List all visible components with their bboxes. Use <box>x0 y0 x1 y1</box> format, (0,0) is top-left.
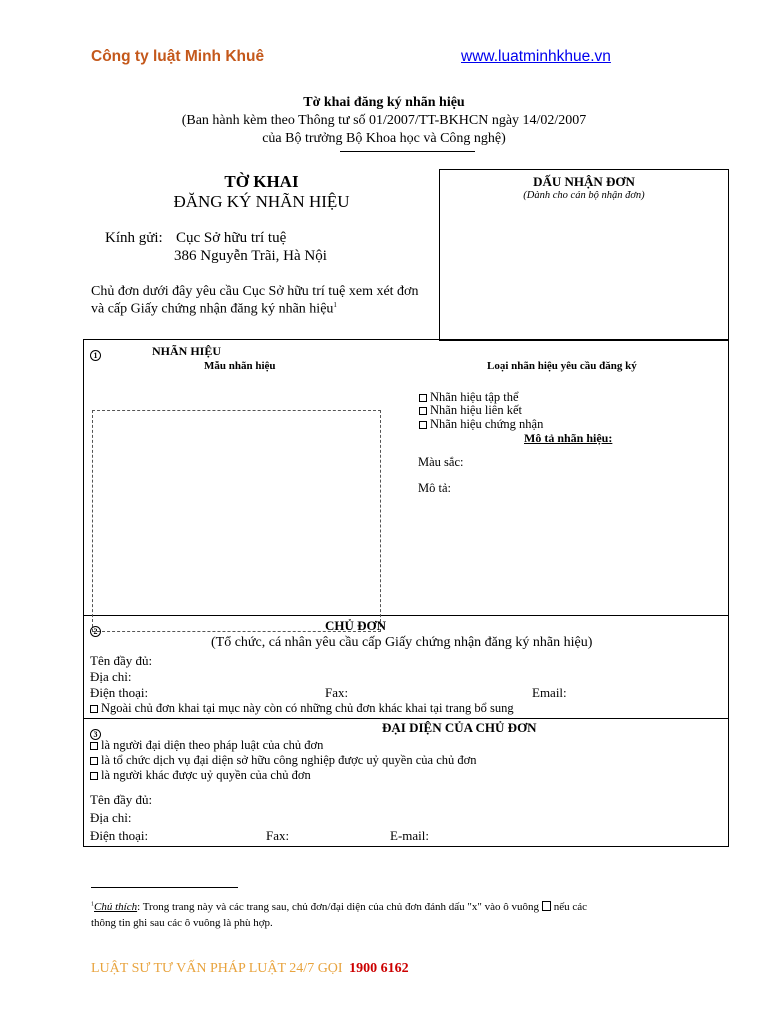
hotline-banner <box>91 961 409 977</box>
checkbox-icon[interactable] <box>419 394 427 402</box>
document-title: Tờ khai đăng ký nhãn hiệu <box>303 95 465 110</box>
request-text-line1: Chủ đơn dưới đây yêu cầu Cục Sở hữu trí tuệ xem xét đơn <box>91 284 419 299</box>
footnote-line2: thông tin ghi sau các ô vuông là phù hợp. <box>91 917 273 929</box>
section2-title: CHỦ ĐƠN <box>325 618 387 633</box>
issued-by-line1: (Ban hành kèm theo Thông tư số 01/2007/TT-BKHCN ngày 14/02/2007 <box>181 113 587 128</box>
checkbox-icon[interactable] <box>419 421 427 429</box>
rep-address-label: Địa chỉ: <box>90 810 132 825</box>
recipient-name: Cục Sở hữu trí tuệ <box>176 230 287 246</box>
rep-ip-service-option[interactable]: là tổ chức dịch vụ đại diện sở hữu công nghiệp được uỷ quyền của chủ đơn <box>90 753 476 767</box>
rep-phone-label: Điện thoại: <box>90 828 149 843</box>
stamp-note: (Dành cho cán bộ nhận đơn) <box>523 190 645 201</box>
rep-email-label: E-mail: <box>390 828 429 843</box>
title-underline <box>340 151 475 152</box>
request-text-line2: và cấp Giấy chứng nhận đăng ký nhãn hiệu$^1$ <box>91 301 337 317</box>
other-applicants-option[interactable]: Ngoài chủ đơn khai tại mục này còn có những chủ đơn khác khai tại trang bổ sung <box>90 701 514 715</box>
applicant-address-label: Địa chỉ: <box>90 669 132 684</box>
mark-type-collective[interactable]: Nhãn hiệu tập thể <box>419 390 519 404</box>
form-subheading: ĐĂNG KÝ NHÃN HIỆU <box>173 192 350 211</box>
checkbox-icon[interactable] <box>90 705 98 713</box>
section2-number: 2 <box>90 621 101 639</box>
footnote-separator <box>91 887 238 888</box>
description-field-label: Mô tả: <box>418 481 451 495</box>
section1-title: NHÃN HIỆU <box>152 344 222 358</box>
recipient-address: 386 Nguyễn Trãi, Hà Nội <box>174 248 327 264</box>
mark-type-label: Loại nhãn hiệu yêu cầu đăng ký <box>487 360 637 372</box>
website-link[interactable]: www.luatminhkhue.vn <box>461 48 611 65</box>
color-field-label: Màu sắc: <box>418 455 464 469</box>
rep-fax-label: Fax: <box>266 828 290 843</box>
section-divider-3 <box>83 718 729 719</box>
applicant-fax-label: Fax: <box>325 685 349 700</box>
section2-subtitle: (Tổ chức, cá nhân yêu cầu cấp Giấy chứng nhận đăng ký nhãn hiệu) <box>211 635 593 650</box>
hotline-number[interactable]: 1900 6162 <box>349 961 409 976</box>
rep-other-option[interactable]: là người khác được uỷ quyền của chủ đơn <box>90 768 311 782</box>
checkbox-icon[interactable] <box>90 772 98 780</box>
mark-type-certification[interactable]: Nhãn hiệu chứng nhận <box>419 417 543 431</box>
checkbox-icon[interactable] <box>90 742 98 750</box>
hotline-text: LUẬT SƯ TƯ VẤN PHÁP LUẬT 24/7 GỌI <box>91 961 343 976</box>
rep-fullname-label: Tên đầy đủ: <box>90 792 153 807</box>
rep-legal-option[interactable]: là người đại diện theo pháp luật của chủ đơn <box>90 738 323 752</box>
section3-title: ĐẠI DIỆN CỦA CHỦ ĐƠN <box>382 720 537 735</box>
checkbox-icon[interactable] <box>419 407 427 415</box>
checkbox-icon <box>542 901 551 911</box>
stamp-title: DẤU NHẬN ĐƠN <box>533 174 635 189</box>
applicant-fullname-label: Tên đầy đủ: <box>90 653 153 668</box>
form-heading: TỜ KHAI <box>224 172 299 191</box>
company-name: Công ty luật Minh Khuê <box>91 48 265 65</box>
applicant-phone-label: Điện thoại: <box>90 685 149 700</box>
section3-number: 3 <box>90 724 101 742</box>
recipient-label: Kính gửi: <box>105 230 163 246</box>
mark-sample-label: Mẫu nhãn hiệu <box>204 360 276 372</box>
mark-sample-area[interactable] <box>92 410 381 632</box>
footnote-ref: 1 <box>333 301 337 309</box>
footnote-line1: $^1$Chú thích: Trong trang này và các trang sau, chủ đơn/đại diện của chủ đơn đánh dấu "x" vào ô vuông nếu các <box>91 901 587 913</box>
section1-number: 1 <box>90 345 101 363</box>
issued-by-line2: của Bộ trưởng Bộ Khoa học và Công nghệ) <box>262 131 506 146</box>
mark-description-label: Mô tả nhãn hiệu: <box>524 431 613 445</box>
footnote-label: Chú thích <box>94 901 138 913</box>
checkbox-icon[interactable] <box>90 757 98 765</box>
applicant-email-label: Email: <box>532 685 567 700</box>
mark-type-associated[interactable]: Nhãn hiệu liên kết <box>419 403 522 417</box>
